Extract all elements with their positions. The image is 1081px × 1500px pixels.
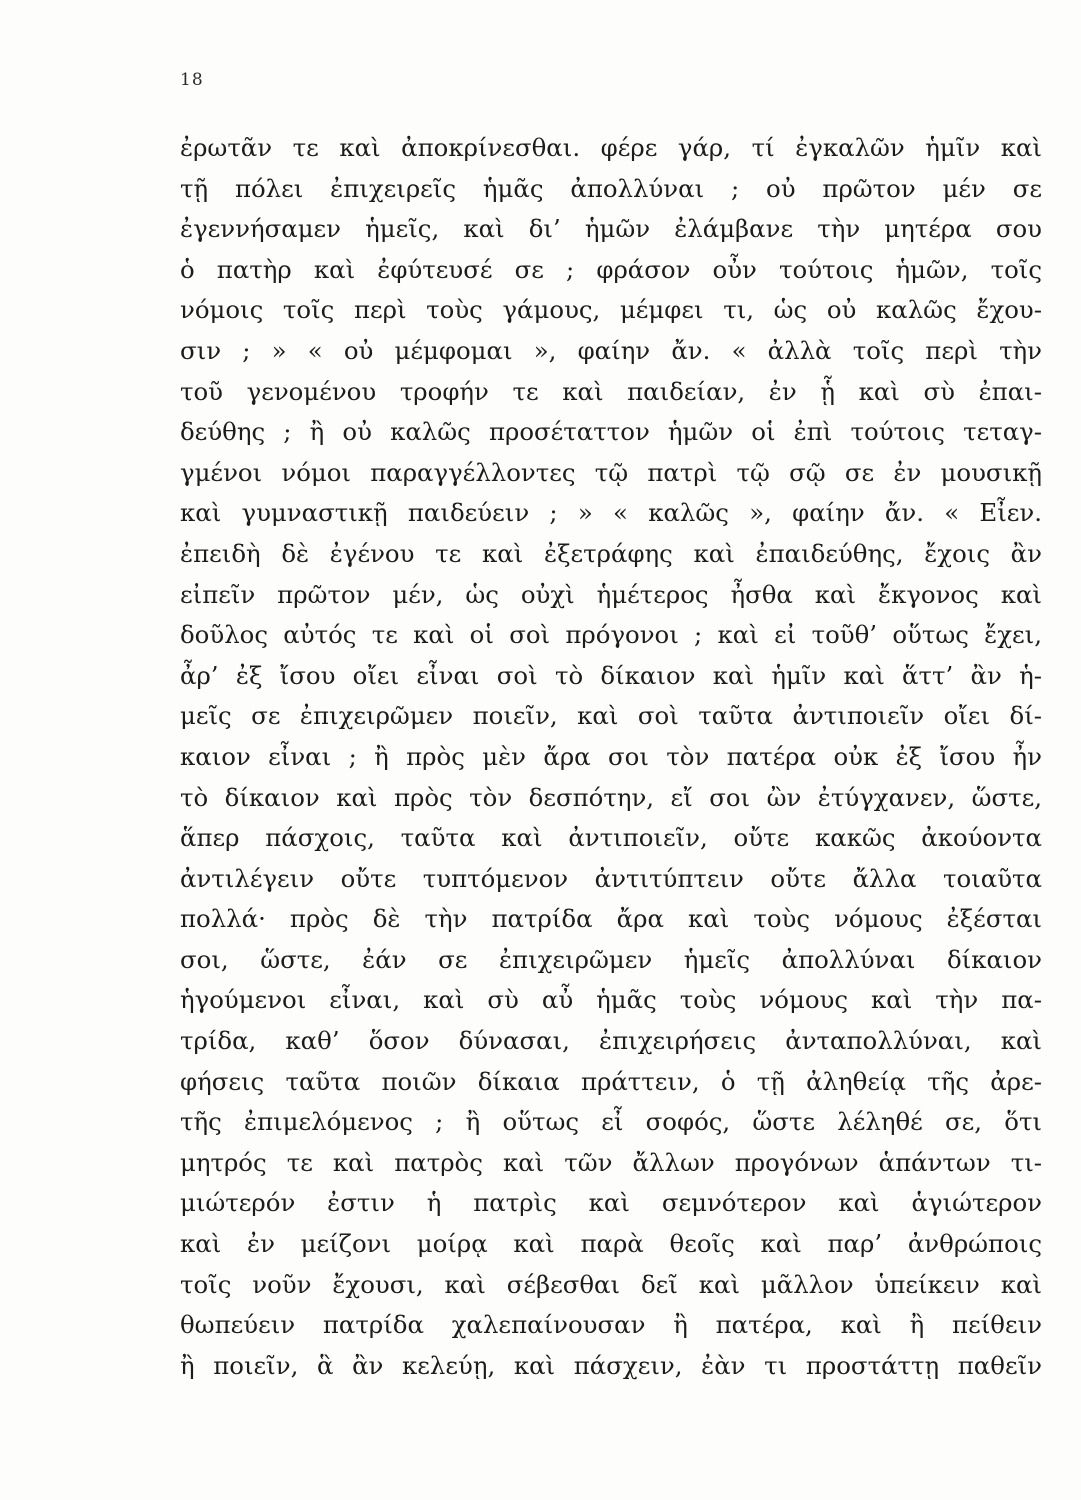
text-line: νόμοις τοῖς περὶ τοὺς γάμους, μέμφει τι, ὡς οὐ καλῶς ἔχου- [180, 295, 1042, 325]
text-line: δοῦλος αὐτός τε καὶ οἱ σοὶ πρόγονοι ; καὶ εἰ τοῦθ’ οὕτως ἔχει, [180, 620, 1042, 650]
text-line: καὶ γυμναστικῇ παιδεύειν ; » « καλῶς », φαίην ἄν. « Εἶεν. [180, 498, 1042, 528]
text-line: μιώτερόν ἐστιν ἡ πατρὶς καὶ σεμνότερον καὶ ἁγιώτερον [180, 1188, 1042, 1218]
body-text [180, 128, 1042, 1386]
text-line: ἡγούμενοι εἶναι, καὶ σὺ αὖ ἡμᾶς τοὺς νόμους καὶ τὴν πα- [180, 985, 1042, 1015]
text-line: ἅπερ πάσχοις, ταῦτα καὶ ἀντιποιεῖν, οὔτε κακῶς ἀκούοντα [180, 823, 1042, 853]
text-line: γμένοι νόμοι παραγγέλλοντες τῷ πατρὶ τῷ σῷ σε ἐν μουσικῇ [180, 457, 1042, 487]
text-line: καὶ ἐν μείζονι μοίρᾳ καὶ παρὰ θεοῖς καὶ παρ’ ἀνθρώποις [180, 1229, 1042, 1259]
text-line: τοῖς νοῦν ἔχουσι, καὶ σέβεσθαι δεῖ καὶ μᾶλλον ὑπείκειν καὶ [180, 1269, 1042, 1299]
text-line: μεῖς σε ἐπιχειρῶμεν ποιεῖν, καὶ σοὶ ταῦτα ἀντιποιεῖν οἴει δί- [180, 701, 1042, 731]
text-line: σιν ; » « οὐ μέμφομαι », φαίην ἄν. « ἀλλὰ τοῖς περὶ τὴν [180, 335, 1042, 365]
text-line: ἐγεννήσαμεν ἡμεῖς, καὶ δι’ ἡμῶν ἐλάμβανε τὴν μητέρα σου [180, 214, 1042, 244]
text-line: ἆρ’ ἐξ ἴσου οἴει εἶναι σοὶ τὸ δίκαιον καὶ ἡμῖν καὶ ἅττ’ ἂν ἡ- [180, 660, 1042, 690]
text-line: φήσεις ταῦτα ποιῶν δίκαια πράττειν, ὁ τῇ ἀληθείᾳ τῆς ἀρε- [180, 1066, 1042, 1096]
text-line: ὁ πατὴρ καὶ ἐφύτευσέ σε ; φράσον οὖν τούτοις ἡμῶν, τοῖς [180, 254, 1042, 284]
text-line: τῆς ἐπιμελόμενος ; ἢ οὕτως εἶ σοφός, ὥστε λέληθέ σε, ὅτι [180, 1107, 1042, 1137]
text-line: σοι, ὥστε, ἐάν σε ἐπιχειρῶμεν ἡμεῖς ἀπολλύναι δίκαιον [180, 944, 1042, 974]
page-number: 18 [180, 70, 204, 90]
text-line: ἢ ποιεῖν, ἃ ἂν κελεύῃ, καὶ πάσχειν, ἐὰν τι προστάττῃ παθεῖν [180, 1350, 1042, 1380]
text-line: εἰπεῖν πρῶτον μέν, ὡς οὐχὶ ἡμέτερος ἦσθα καὶ ἔκγονος καὶ [180, 579, 1042, 609]
text-line: δεύθης ; ἢ οὐ καλῶς προσέταττον ἡμῶν οἱ ἐπὶ τούτοις τεταγ- [180, 417, 1042, 447]
text-line: μητρός τε καὶ πατρὸς καὶ τῶν ἄλλων προγόνων ἁπάντων τι- [180, 1147, 1042, 1177]
text-line: τρίδα, καθ’ ὅσον δύνασαι, ἐπιχειρήσεις ἀνταπολλύναι, καὶ [180, 1026, 1042, 1056]
text-line: τὸ δίκαιον καὶ πρὸς τὸν δεσπότην, εἴ σοι ὢν ἐτύγχανεν, ὥστε, [180, 782, 1042, 812]
text-line: ἐρωτᾶν τε καὶ ἀποκρίνεσθαι. φέρε γάρ, τί ἐγκαλῶν ἡμῖν καὶ [180, 133, 1042, 162]
text-line: τοῦ γενομένου τροφήν τε καὶ παιδείαν, ἐν ᾗ καὶ σὺ ἐπαι- [180, 376, 1042, 406]
text-line: ἀντιλέγειν οὔτε τυπτόμενον ἀντιτύπτειν οὔτε ἄλλα τοιαῦτα [180, 863, 1042, 893]
text-line: τῇ πόλει ἐπιχειρεῖς ἡμᾶς ἀπολλύναι ; οὐ πρῶτον μέν σε [180, 173, 1042, 203]
text-line: θωπεύειν πατρίδα χαλεπαίνουσαν ἢ πατέρα, καὶ ἢ πείθειν [180, 1310, 1042, 1340]
text-line: πολλά· πρὸς δὲ τὴν πατρίδα ἄρα καὶ τοὺς νόμους ἐξέσται [180, 904, 1042, 934]
text-line: καιον εἶναι ; ἢ πρὸς μὲν ἄρα σοι τὸν πατέρα οὐκ ἐξ ἴσου ἦν [180, 741, 1042, 771]
text-line: ἐπειδὴ δὲ ἐγένου τε καὶ ἐξετράφης καὶ ἐπαιδεύθης, ἔχοις ἂν [180, 538, 1042, 568]
